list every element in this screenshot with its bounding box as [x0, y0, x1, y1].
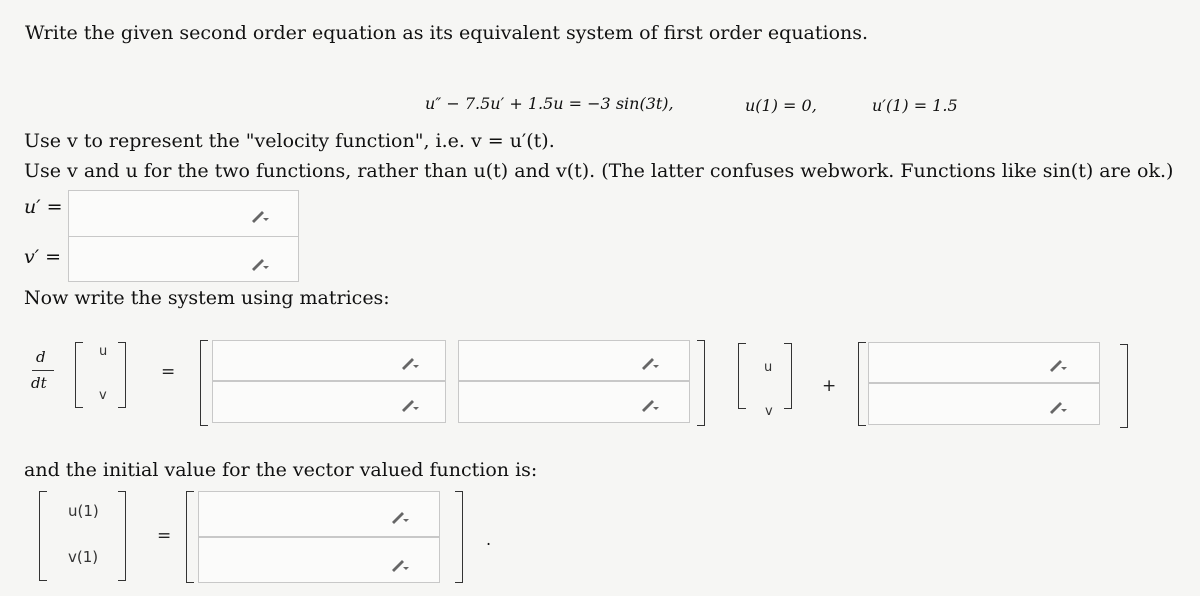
vector-u: u [99, 344, 108, 359]
matrix-a11-field[interactable] [212, 340, 446, 381]
plus-sign: + [822, 376, 837, 396]
matrix-a12-field[interactable] [458, 340, 690, 381]
matrix-bracket-right [697, 340, 705, 426]
matrix-a22-field[interactable] [458, 381, 690, 423]
pencil-icon[interactable] [1047, 400, 1069, 414]
initial-section-heading: and the initial value for the vector valued function is: [24, 459, 538, 481]
init-equals-sign: = [157, 526, 172, 546]
vector2-v: v [765, 404, 773, 419]
init-vector-bracket-right [118, 491, 126, 581]
pencil-icon[interactable] [389, 510, 411, 524]
pencil-icon[interactable] [639, 398, 661, 412]
instructions-line2: Use v to represent the "velocity function", i.e. v = u′(t). [24, 130, 555, 152]
vprime-label: v′ = [24, 246, 62, 268]
matrix-a21-field[interactable] [212, 381, 446, 423]
vector2-u: u [764, 360, 773, 375]
pencil-icon[interactable] [399, 356, 421, 370]
pencil-icon[interactable] [399, 398, 421, 412]
forcing-b1-field[interactable] [868, 342, 1100, 383]
forcing-bracket-left [858, 342, 866, 426]
matrix-section-heading: Now write the system using matrices: [24, 287, 390, 309]
init-values-bracket-left [186, 491, 194, 583]
period: . [486, 530, 492, 549]
pencil-icon[interactable] [249, 257, 271, 271]
initial-condition-uprime: u′(1) = 1.5 [872, 96, 958, 115]
differential-equation: u″ − 7.5u′ + 1.5u = −3 sin(3t), [425, 94, 674, 113]
fraction-bar [32, 370, 54, 371]
forcing-b2-field[interactable] [868, 383, 1100, 425]
pencil-icon[interactable] [249, 209, 271, 223]
derivative-d: d [36, 348, 46, 366]
vector-bracket-right [118, 342, 126, 408]
equals-sign: = [161, 362, 176, 382]
pencil-icon[interactable] [1047, 358, 1069, 372]
matrix-bracket-left [200, 340, 208, 426]
uprime-input-field[interactable] [68, 190, 299, 238]
vector-bracket-left [75, 342, 83, 408]
pencil-icon[interactable] [389, 558, 411, 572]
init-value1-field[interactable] [198, 491, 440, 537]
vector2-bracket-left [738, 343, 746, 409]
init-values-bracket-right [455, 491, 463, 583]
vector2-bracket-right [784, 343, 792, 409]
init-v1-label: v(1) [68, 548, 99, 566]
forcing-bracket-right [1120, 344, 1128, 428]
initial-condition-u: u(1) = 0, [745, 96, 817, 115]
vprime-input-field[interactable] [68, 236, 299, 282]
instructions-line1: Write the given second order equation as its equivalent system of first order equations. [25, 22, 869, 44]
derivative-dt: dt [31, 374, 47, 392]
uprime-label: u′ = [24, 196, 63, 218]
init-u1-label: u(1) [68, 502, 99, 520]
init-vector-bracket-left [39, 491, 47, 581]
pencil-icon[interactable] [639, 356, 661, 370]
init-value2-field[interactable] [198, 537, 440, 583]
vector-v: v [99, 388, 107, 403]
instructions-line3: Use v and u for the two functions, rather than u(t) and v(t). (The latter confuses webwork. Functions like sin(t) are ok.) [24, 160, 1174, 182]
